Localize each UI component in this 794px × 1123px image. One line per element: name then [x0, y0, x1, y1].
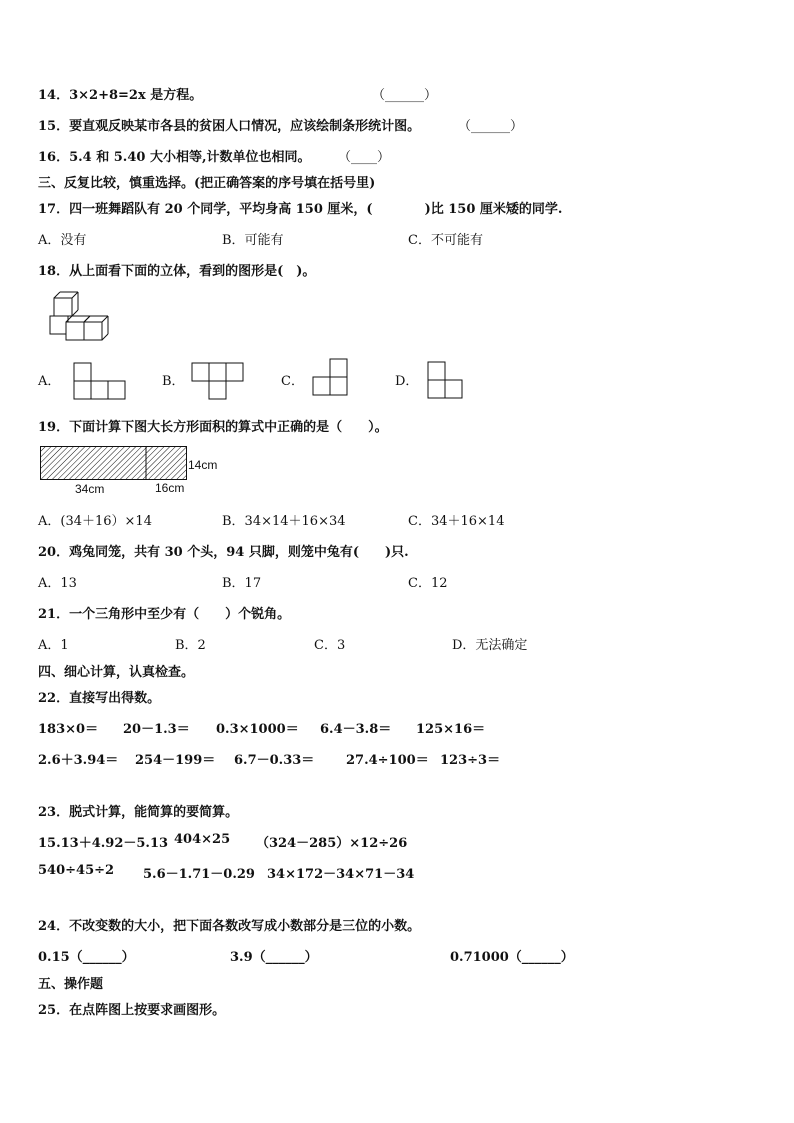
question-15: 15．要直观反映某市各县的贫困人口情况，应该绘制条形统计图。 — [38, 119, 421, 134]
question-23: 23．脱式计算，能简算的要简算。 — [38, 805, 239, 820]
option-20-b[interactable]: B．17 — [222, 576, 262, 591]
calc-22-7: 254－199＝ — [135, 753, 216, 768]
calc-22-9: 27.4÷100＝ — [346, 753, 429, 768]
option-18-b-shape[interactable] — [191, 362, 247, 400]
section-heading-3: 三、反复比较，慎重选择。(把正确答案的序号填在括号里) — [38, 176, 376, 191]
answer-blank-14[interactable]: （______） — [372, 88, 438, 103]
option-18-b[interactable]: B． — [162, 374, 185, 389]
label-16cm: 16cm — [155, 481, 185, 495]
convert-24-1[interactable]: 0.15（______） — [38, 950, 135, 965]
question-25: 25．在点阵图上按要求画图形。 — [38, 1003, 226, 1018]
question-22: 22．直接写出得数。 — [38, 691, 161, 706]
option-20-a[interactable]: A．13 — [38, 576, 77, 591]
convert-24-3[interactable]: 0.71000（______） — [450, 950, 574, 965]
option-21-a[interactable]: A．1 — [38, 638, 69, 653]
question-20: 20．鸡兔同笼，共有 30 个头，94 只脚，则笼中兔有( )只. — [38, 545, 409, 560]
calc-22-8: 6.7－0.33＝ — [234, 753, 315, 768]
calc-23-3: （324－285）×12÷26 — [256, 836, 408, 851]
question-14: 14．3×2+8=2x 是方程。 — [38, 88, 203, 103]
question-16: 16．5.4 和 5.40 大小相等,计数单位也相同。 — [38, 150, 311, 165]
question-19: 19．下面计算下图大长方形面积的算式中正确的是（ ）。 — [38, 420, 388, 435]
option-17-c[interactable]: C．不可能有 — [408, 233, 483, 248]
calc-23-6: 34×172－34×71－34 — [267, 867, 415, 882]
option-21-c[interactable]: C．3 — [314, 638, 346, 653]
option-19-b[interactable]: B．34×14＋16×34 — [222, 514, 346, 529]
option-21-b[interactable]: B．2 — [175, 638, 206, 653]
calc-22-1: 183×0＝ — [38, 722, 99, 737]
option-18-d[interactable]: D． — [395, 374, 419, 389]
option-17-b[interactable]: B．可能有 — [222, 233, 284, 248]
calc-23-1: 15.13＋4.92－5.13 — [38, 836, 169, 851]
calc-22-10: 123÷3＝ — [440, 753, 501, 768]
question-21: 21．一个三角形中至少有（ ）个锐角。 — [38, 607, 291, 622]
answer-blank-16[interactable]: （____） — [338, 150, 391, 165]
option-19-a[interactable]: A．(34＋16）×14 — [38, 514, 152, 529]
option-18-a[interactable]: A． — [38, 374, 61, 389]
calc-23-5: 5.6－1.71－0.29 — [143, 867, 255, 882]
convert-24-2[interactable]: 3.9（______） — [230, 950, 318, 965]
solid-cubes-figure — [46, 290, 118, 342]
option-19-c[interactable]: C．34＋16×14 — [408, 514, 505, 529]
answer-blank-15[interactable]: （______） — [458, 119, 524, 134]
calc-22-3: 0.3×1000＝ — [216, 722, 299, 737]
option-21-d[interactable]: D．无法确定 — [452, 638, 528, 653]
option-17-a[interactable]: A．没有 — [38, 233, 87, 248]
calc-22-4: 6.4－3.8＝ — [320, 722, 392, 737]
label-14cm: 14cm — [188, 458, 218, 472]
rectangle-figure — [40, 446, 188, 480]
section-heading-5: 五、操作题 — [38, 977, 104, 992]
option-18-c-shape[interactable] — [311, 358, 353, 398]
calc-22-6: 2.6＋3.94＝ — [38, 753, 119, 768]
calc-22-5: 125×16＝ — [416, 722, 486, 737]
calc-23-4: 540÷45÷2 — [38, 863, 115, 878]
option-18-a-shape[interactable] — [73, 362, 129, 400]
question-24: 24．不改变数的大小，把下面各数改写成小数部分是三位的小数。 — [38, 919, 421, 934]
option-18-d-shape[interactable] — [426, 360, 468, 400]
section-heading-4: 四、细心计算，认真检查。 — [38, 665, 195, 680]
option-18-c[interactable]: C． — [281, 374, 304, 389]
calc-23-2: 404×25 — [174, 832, 231, 847]
question-17: 17．四一班舞蹈队有 20 个同学，平均身高 150 厘米，( )比 150 厘米矮的同学. — [38, 202, 563, 217]
label-34cm: 34cm — [75, 482, 105, 496]
question-18: 18．从上面看下面的立体，看到的图形是( )。 — [38, 264, 316, 279]
calc-22-2: 20－1.3＝ — [123, 722, 190, 737]
option-20-c[interactable]: C．12 — [408, 576, 448, 591]
